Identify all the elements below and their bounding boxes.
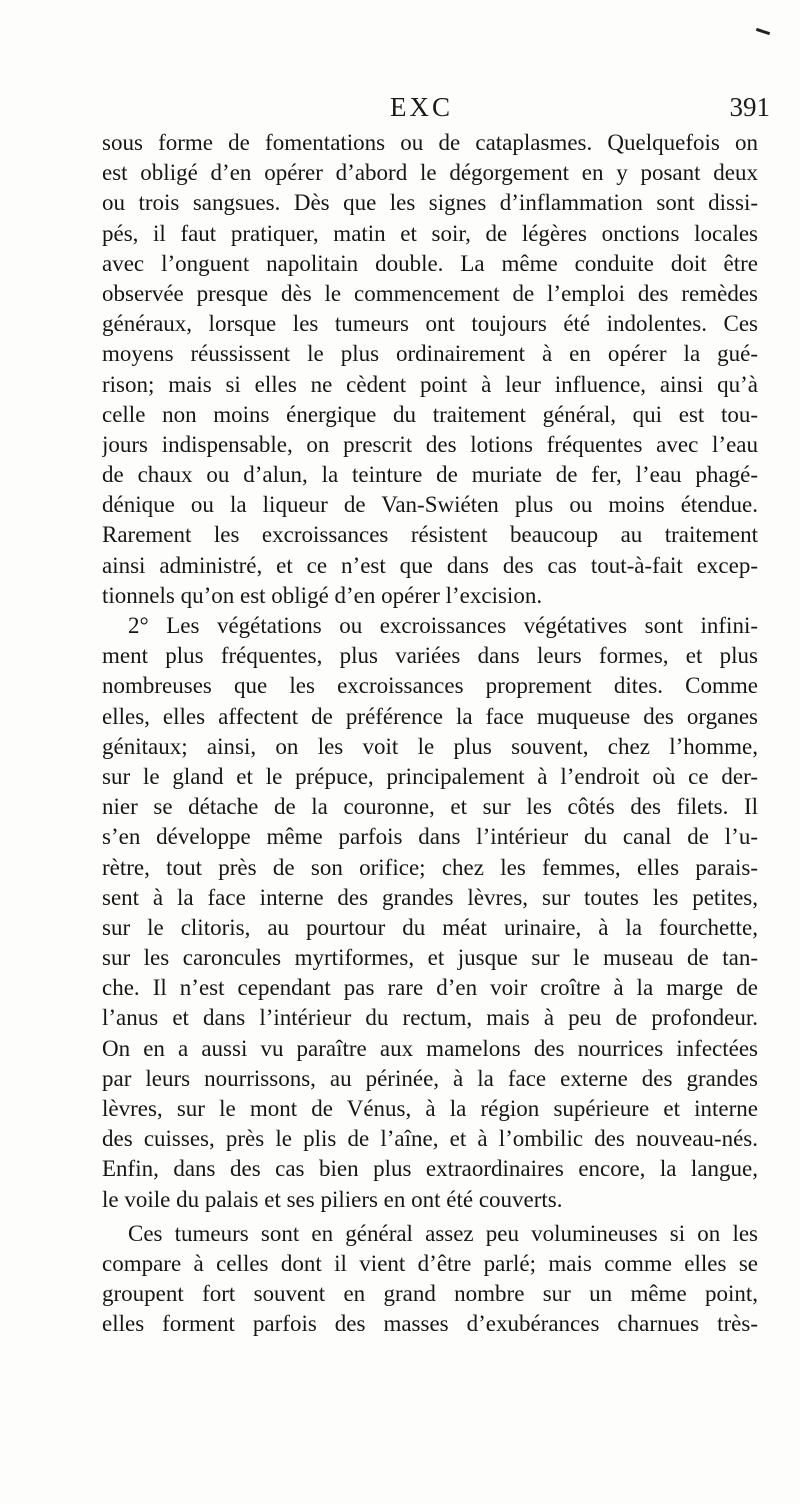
text-line: Rarement les excroissances résistent beaucoup au traitement bbox=[102, 522, 758, 548]
text-line: sur le gland et le prépuce, principalement à l’endroit où ce der- bbox=[102, 763, 758, 789]
text-line: Enfin, dans des cas bien plus extraordinaires encore, la langue, bbox=[102, 1156, 758, 1182]
text-line: compare à celles dont il vient d’être parlé; mais comme elles se bbox=[102, 1250, 758, 1276]
text-line: 2° Les végétations ou excroissances végétatives sont infini- bbox=[128, 613, 758, 638]
text-line: le voile du palais et ses piliers en ont été couverts. bbox=[102, 1186, 563, 1212]
text-line: généraux, lorsque les tumeurs ont toujours été indolentes. Ces bbox=[102, 311, 758, 337]
text-line: rètre, tout près de son orifice; chez les femmes, elles parais- bbox=[102, 854, 758, 880]
text-line: celle non moins énergique du traitement général, qui est tou- bbox=[102, 401, 758, 427]
text-line: Ces tumeurs sont en général assez peu volumineuses si on les bbox=[128, 1220, 758, 1246]
text-line: sous forme de fomentations ou de cataplasmes. Quelquefois on bbox=[102, 130, 758, 155]
text-line: sent à la face interne des grandes lèvres, sur toutes les petites, bbox=[102, 884, 758, 910]
text-line: elles forment parfois des masses d’exubérances charnues très- bbox=[102, 1311, 758, 1337]
text-line: est obligé d’en opérer d’abord le dégorgement en y posant deux bbox=[102, 160, 758, 186]
paragraph-2 bbox=[102, 611, 758, 1215]
text-line: lèvres, sur le mont de Vénus, à la région supérieure et interne bbox=[102, 1096, 758, 1121]
text-line: dénique ou la liqueur de Van-Swiéten plus ou moins étendue. bbox=[102, 492, 758, 518]
ink-mark bbox=[756, 28, 770, 35]
text-line: On en a aussi vu paraître aux mamelons des nourrices infectées bbox=[102, 1035, 758, 1061]
text-line: ainsi administré, et ce n’est que dans des cas tout-à-fait excep- bbox=[102, 552, 758, 578]
text-line: de chaux ou d’alun, la teinture de muriate de fer, l’eau phagé- bbox=[102, 462, 758, 488]
text-line: par leurs nourrissons, au périnée, à la face externe des grandes bbox=[102, 1065, 758, 1091]
text-line: tionnels qu’on est obligé d’en opérer l’excision. bbox=[102, 582, 543, 608]
text-line: s’en développe même parfois dans l’intérieur du canal de l’u- bbox=[102, 824, 758, 850]
text-line: l’anus et dans l’intérieur du rectum, mais à peu de profondeur. bbox=[102, 1005, 758, 1031]
running-head bbox=[110, 92, 770, 126]
text-line: ment plus fréquentes, plus variées dans leurs formes, et plus bbox=[102, 643, 758, 669]
text-line: ou trois sangsues. Dès que les signes d’inflammation sont dissi- bbox=[102, 190, 758, 216]
text-line: rison; mais si elles ne cèdent point à leur influence, ainsi qu’à bbox=[102, 371, 758, 397]
body-text bbox=[102, 128, 758, 1340]
text-line: nombreuses que les excroissances proprement dites. Comme bbox=[102, 673, 758, 699]
text-line: avec l’onguent napolitain double. La même conduite doit être bbox=[102, 250, 758, 276]
text-line: génitaux; ainsi, on les voit le plus souvent, chez l’homme, bbox=[102, 733, 758, 759]
paragraph-1 bbox=[102, 128, 758, 611]
text-line: sur le clitoris, au pourtour du méat urinaire, à la fourchette, bbox=[102, 914, 758, 940]
text-line: sur les caroncules myrtiformes, et jusque sur le museau de tan- bbox=[102, 945, 758, 971]
text-line: elles, elles affectent de préférence la face muqueuse des organes bbox=[102, 703, 758, 729]
page-number: 391 bbox=[729, 92, 770, 122]
paragraph-3 bbox=[102, 1219, 758, 1340]
text-line: moyens réussissent le plus ordinairement à en opérer la gué- bbox=[102, 341, 758, 367]
text-line: nier se détache de la couronne, et sur les côtés des filets. Il bbox=[102, 794, 758, 820]
text-line: pés, il faut pratiquer, matin et soir, de légères onctions locales bbox=[102, 220, 758, 246]
running-head-title: EXC bbox=[390, 92, 453, 122]
text-line: che. Il n’est cependant pas rare d’en voir croître à la marge de bbox=[102, 975, 758, 1001]
text-line: groupent fort souvent en grand nombre sur un même point, bbox=[102, 1281, 758, 1307]
text-line: des cuisses, près le plis de l’aîne, et à l’ombilic des nouveau-nés. bbox=[102, 1126, 758, 1152]
text-line: observée presque dès le commencement de l’emploi des remèdes bbox=[102, 280, 758, 306]
text-line: jours indispensable, on prescrit des lotions fréquentes avec l’eau bbox=[102, 431, 758, 457]
